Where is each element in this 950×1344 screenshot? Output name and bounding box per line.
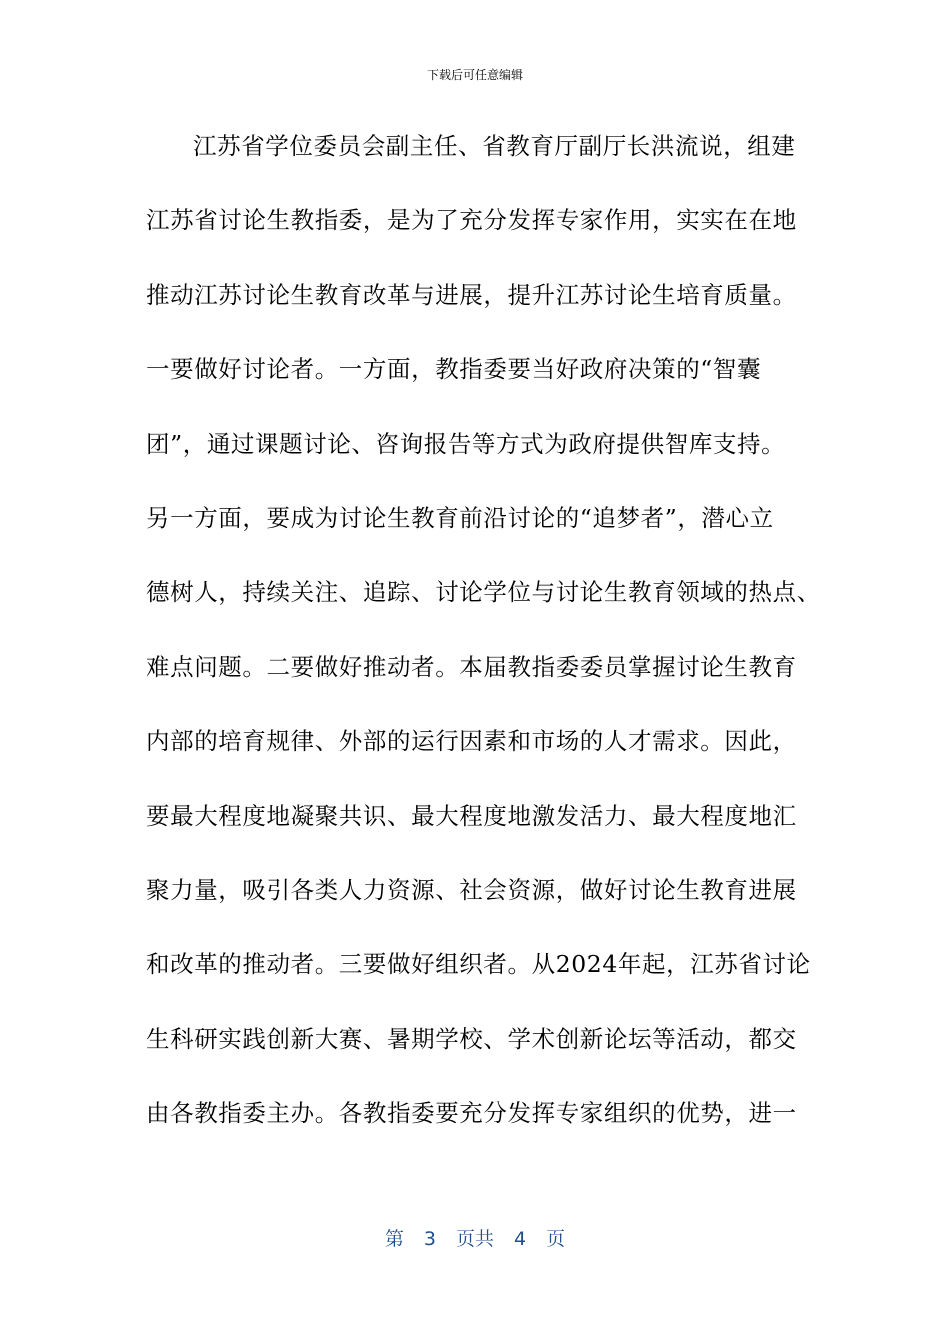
- body-line: 难点问题。二要做好推动者。本届教指委委员掌握讨论生教育: [146, 652, 797, 681]
- footer-current-page: 3: [423, 1228, 436, 1250]
- body-line: 一要做好讨论者。一方面，教指委要当好政府决策的“智囊: [146, 355, 762, 384]
- body-line: 另一方面，要成为讨论生教育前沿讨论的“追梦者”，潜心立: [146, 503, 774, 532]
- body-line: 要最大程度地凝聚共识、最大程度地激发活力、最大程度地汇: [146, 801, 797, 830]
- header-note: 下载后可任意编辑: [426, 68, 523, 82]
- document-body: [146, 121, 821, 1162]
- page-footer: [0, 1226, 950, 1252]
- body-line: 江苏省学位委员会副主任、省教育厅副厅长洪流说，组建: [193, 132, 796, 160]
- footer-prefix: 第: [384, 1228, 404, 1250]
- footer-middle: 页共: [455, 1228, 494, 1250]
- body-line: 江苏省讨论生教指委，是为了充分发挥专家作用，实实在在地: [146, 206, 797, 235]
- body-line: 聚力量，吸引各类人力资源、社会资源，做好讨论生教育进展: [146, 875, 797, 904]
- body-line: 团”，通过课题讨论、咨询报告等方式为政府提供智库支持。: [146, 429, 786, 458]
- body-line: 由各教指委主办。各教指委要充分发挥专家组织的优势，进一: [146, 1099, 797, 1128]
- body-line: 德树人，持续关注、追踪、讨论学位与讨论生教育领域的热点、: [146, 578, 821, 607]
- body-line: 生科研实践创新大赛、暑期学校、学术创新论坛等活动，都交: [146, 1024, 797, 1053]
- body-line: 内部的培育规律、外部的运行因素和市场的人才需求。因此，: [146, 727, 797, 756]
- body-line: 推动江苏讨论生教育改革与进展，提升江苏讨论生培育质量。: [146, 280, 797, 309]
- footer-total-pages: 4: [514, 1228, 527, 1250]
- footer-suffix: 页: [546, 1228, 566, 1250]
- body-line: 和改革的推动者。三要做好组织者。从2024年起，江苏省讨论: [146, 950, 811, 979]
